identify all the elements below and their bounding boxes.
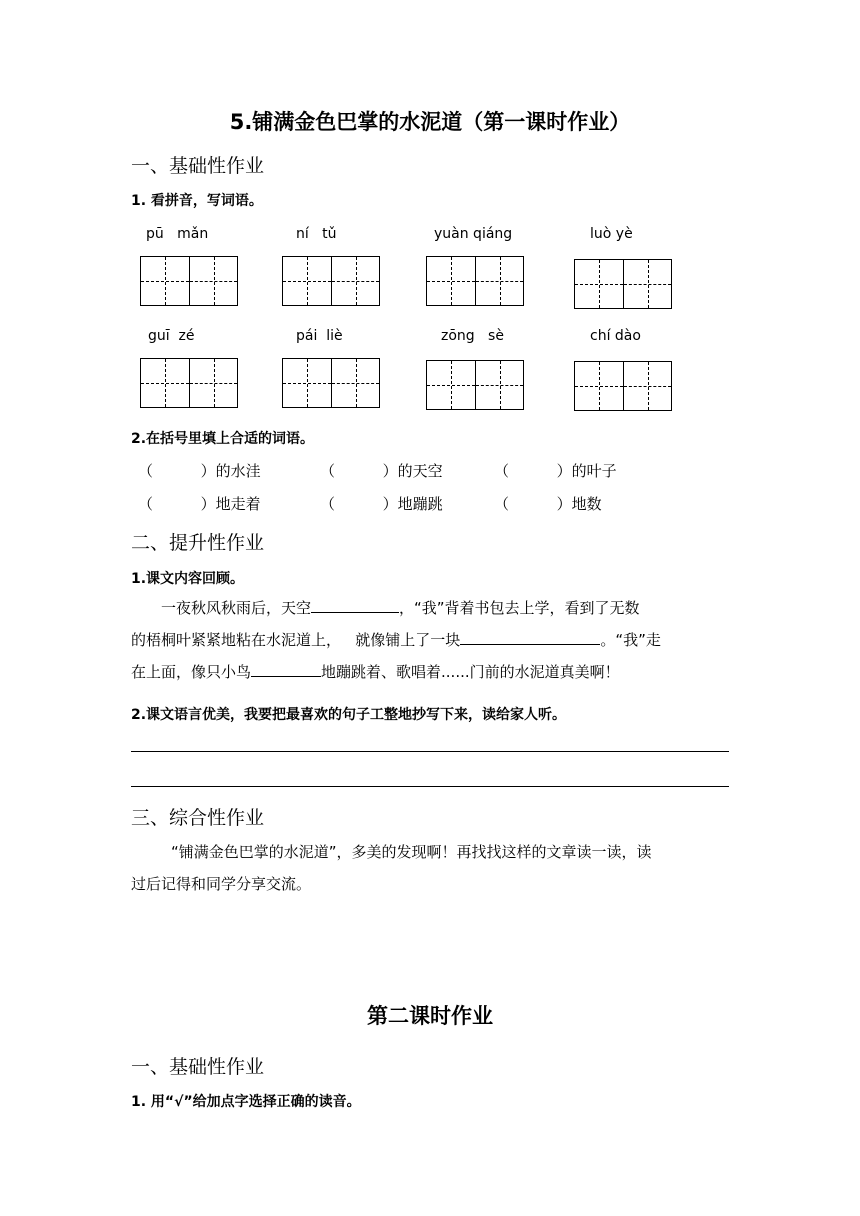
pinyin-label: chí dào [590,328,641,344]
section-heading-basic: 一、基础性作业 [131,155,265,177]
paragraph-text: 过后记得和同学分享交流。 [131,875,312,893]
writing-grid[interactable] [574,259,672,309]
paragraph-text: ，“我”背着书包去上学，看到了无数 [399,599,640,617]
pinyin-label: pū mǎn [146,226,209,242]
pinyin-label: pái liè [296,328,343,344]
question-2-fill: 2.在括号里填上合适的词语。 [131,431,315,447]
answer-blank[interactable] [251,660,321,677]
review-paragraph [131,592,731,688]
paragraph-text: 一夜秋风秋雨后，天空 [161,599,312,617]
paragraph-text: 。“我”走 [600,631,661,649]
answer-blank[interactable] [311,596,399,613]
fill-blank[interactable]: （ ）地数 [494,495,602,513]
comprehensive-paragraph [131,836,731,900]
question-text-copy: 2.课文语言优美，我要把最喜欢的句子工整地抄写下来，读给家人听。 [131,707,567,723]
pinyin-label: yuàn qiáng [434,226,513,242]
question-1-pinyin: 1. 看拼音，写词语。 [131,193,263,209]
paragraph-text: “铺满金色巴掌的水泥道”，多美的发现啊！再找找这样的文章读一读，读 [171,843,652,861]
pinyin-label: guī zé [148,328,195,344]
fill-blank[interactable]: （ ）地走着 [138,495,261,513]
section-heading-basic-2: 一、基础性作业 [131,1056,265,1078]
paragraph-text: 在上面，像只小鸟 [131,663,252,681]
writing-line[interactable] [131,751,729,752]
fill-blank[interactable]: （ ）的叶子 [494,462,617,480]
writing-grid[interactable] [282,256,380,306]
fill-blank[interactable]: （ ）的水洼 [138,462,261,480]
fill-blank[interactable]: （ ）的天空 [320,462,443,480]
fill-blank[interactable]: （ ）地蹦跳 [320,495,443,513]
writing-line[interactable] [131,786,729,787]
lesson-2-title: 第二课时作业 [367,1004,493,1028]
section-heading-advanced: 二、提升性作业 [131,532,265,554]
writing-grid[interactable] [574,361,672,411]
paragraph-text: 地蹦跳着、歌唱着......门前的水泥道真美啊！ [321,663,620,681]
page-title: 5.铺满金色巴掌的水泥道（第一课时作业） [229,110,631,134]
paragraph-text: 的梧桐叶紧紧地粘在水泥道上， 就像铺上了一块 [131,631,461,649]
pinyin-label: luò yè [590,226,633,242]
writing-grid[interactable] [426,360,524,410]
writing-grid[interactable] [140,358,238,408]
question-text-review: 1.课文内容回顾。 [131,571,245,587]
pinyin-label: zōng sè [441,328,504,344]
writing-grid[interactable] [282,358,380,408]
writing-grid[interactable] [426,256,524,306]
question-1-pronunciation: 1. 用“√”给加点字选择正确的读音。 [131,1094,361,1110]
section-heading-comprehensive: 三、综合性作业 [131,807,265,829]
writing-grid[interactable] [140,256,238,306]
answer-blank[interactable] [460,628,600,645]
pinyin-label: ní tǔ [296,226,337,242]
